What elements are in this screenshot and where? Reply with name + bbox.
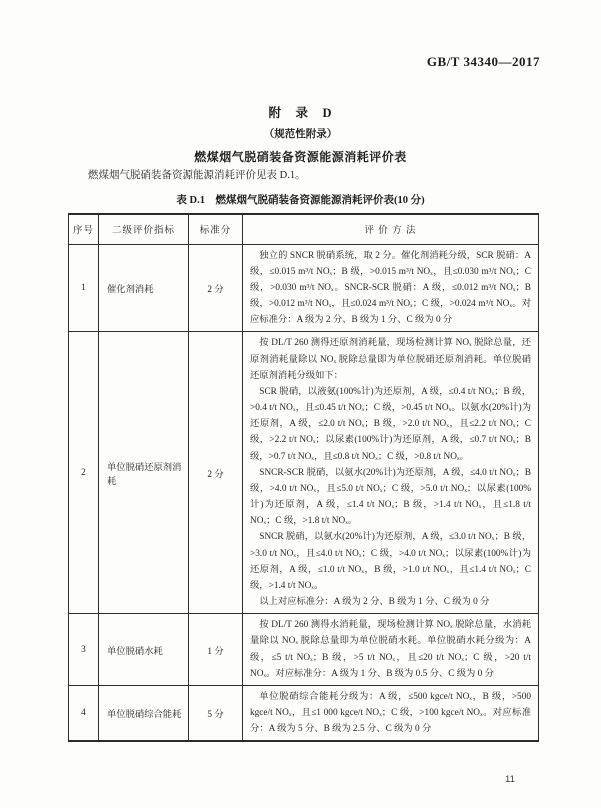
evaluation-table	[68, 213, 539, 742]
row-method: 按 DL/T 260 测得还原剂消耗量，现场检测计算 NOₓ 脱除总量，还原剂消耗量除以 NOₓ 脱除总量即为单位脱硝还原剂消耗。单位脱硝还原剂消耗分级如下： SCR 脱硝，以液氨(100%计)为还原剂，A 级，≤0.4 t/t NOₓ；B 级，>0.4 t/t NOₓ，且≤0.45 t/t NOₓ；C 级，>0.45 t/t NOₓ。以氨水(20%计)为还原剂，A 级，≤2.0 t/t NOₓ；B 级，>2.0 t/t NOₓ，且≤2.2 t/t NOₓ；C 级，>2.2 t/t NOₓ；以尿素(100%计)为还原剂，A 级，≤0.7 t/t NOₓ；B 级，>0.7 t/t NOₓ，且≤0.8 t/t NOₓ；C 级，>0.8 t/t NOₓ。 SNCR-SCR 脱硝，以氨水(20%计)为还原剂，A 级，≤4.0 t/t NOₓ；B 级，>4.0 t/t NOₓ，且≤5.0 t/t NOₓ；C 级，>5.0 t/t NOₓ；以尿素(100%计)为还原剂，A 级，≤1.4 t/t NOₓ；B 级，>1.4 t/t NOₓ，且≤1.8 t/t NOₓ；C 级，>1.8 t/t NOₓ。 SNCR 脱硝，以氨水(20%计)为还原剂，A 级，≤3.0 t/t NOₓ；B 级，>3.0 t/t NOₓ，且≤4.0 t/t NOₓ；C 级，>4.0 t/t NOₓ；以尿素(100%计)为还原剂，A 级，≤1.0 t/t NOₓ，B 级，>1.0 t/t NOₓ，且≤1.4 t/t NOₓ；C 级，>1.4 t/t NOₓ。 以上对应标准分：A 级为 2 分、B 级为 1 分、C 级为 0 分	[243, 332, 539, 614]
appendix-title-block	[0, 103, 601, 165]
row-method: 独立的 SNCR 脱硝系统，取 2 分。催化剂消耗分级，SCR 脱硝：A 级，≤0.015 m³/t NOₓ；B 级，>0.015 m³/t NOₓ，且≤0.030 m³/t NOₓ；C 级，>0.030 m³/t NOₓ。SNCR-SCR 脱硝：A 级，≤0.012 m³/t NOₓ；B 级，>0.012 m³/t NOₓ，且≤0.024 m³/t NOₓ；C 级，>0.024 m³/t NOₓ。对应标准分：A 级为 2 分、B 级为 1 分、C 级为 0 分	[243, 244, 539, 332]
row-indicator: 单位脱硝水耗	[99, 614, 189, 686]
row-number: 4	[69, 685, 99, 741]
intro-paragraph: 燃煤烟气脱硝装备资源能源消耗评价见表 D.1。	[88, 170, 306, 181]
table-row	[69, 685, 539, 741]
column-header-score: 标准分	[189, 214, 243, 244]
row-indicator: 单位脱硝还原剂消耗	[99, 332, 189, 614]
appendix-subtitle: （规范性附录）	[263, 129, 338, 140]
row-score: 1 分	[189, 614, 243, 686]
row-score: 2 分	[189, 332, 243, 614]
column-header-indicator: 二级评价指标	[99, 214, 189, 244]
table-header-row	[69, 214, 539, 244]
table-caption: 表 D.1 燃煤烟气脱硝装备资源能源消耗评价表(10 分)	[176, 195, 425, 206]
appendix-title: 附 录 D	[268, 106, 333, 120]
row-indicator: 催化剂消耗	[99, 244, 189, 332]
row-method: 按 DL/T 260 测得水消耗量，现场检测计算 NOₓ 脱除总量，水消耗量除以 NOₓ 脱除总量即为单位脱硝水耗。单位脱硝水耗分级为：A 级，≤5 t/t NOₓ；B 级，>5 t/t NOₓ，且≤20 t/t NOₓ；C 级，>20 t/t NOₓ。对应标准分：A 级为 1 分、B 级为 0.5 分、C 级为 0 分	[243, 614, 539, 686]
row-number: 3	[69, 614, 99, 686]
column-header-method: 评 价 方 法	[243, 214, 539, 244]
table-row	[69, 332, 539, 614]
row-indicator: 单位脱硝综合能耗	[99, 685, 189, 741]
row-method: 单位脱硝综合能耗分级为：A 级，≤500 kgce/t NOₓ，B 级，>500 kgce/t NOₓ，且≤1 000 kgce/t NOₓ；C 级，>100 kgce/t NOₓ。对应标准分：A 级为 5 分、B 级为 2.5 分、C 级为 0 分	[243, 685, 539, 741]
row-score: 2 分	[189, 244, 243, 332]
page-number: 11	[505, 774, 515, 785]
table-row	[69, 244, 539, 332]
table-row	[69, 614, 539, 686]
appendix-heading: 燃煤烟气脱硝装备资源能源消耗评价表	[194, 150, 407, 164]
row-number: 2	[69, 332, 99, 614]
standard-number: GB/T 34340—2017	[426, 54, 540, 69]
row-score: 5 分	[189, 685, 243, 741]
column-header-no: 序号	[69, 214, 99, 244]
row-number: 1	[69, 244, 99, 332]
